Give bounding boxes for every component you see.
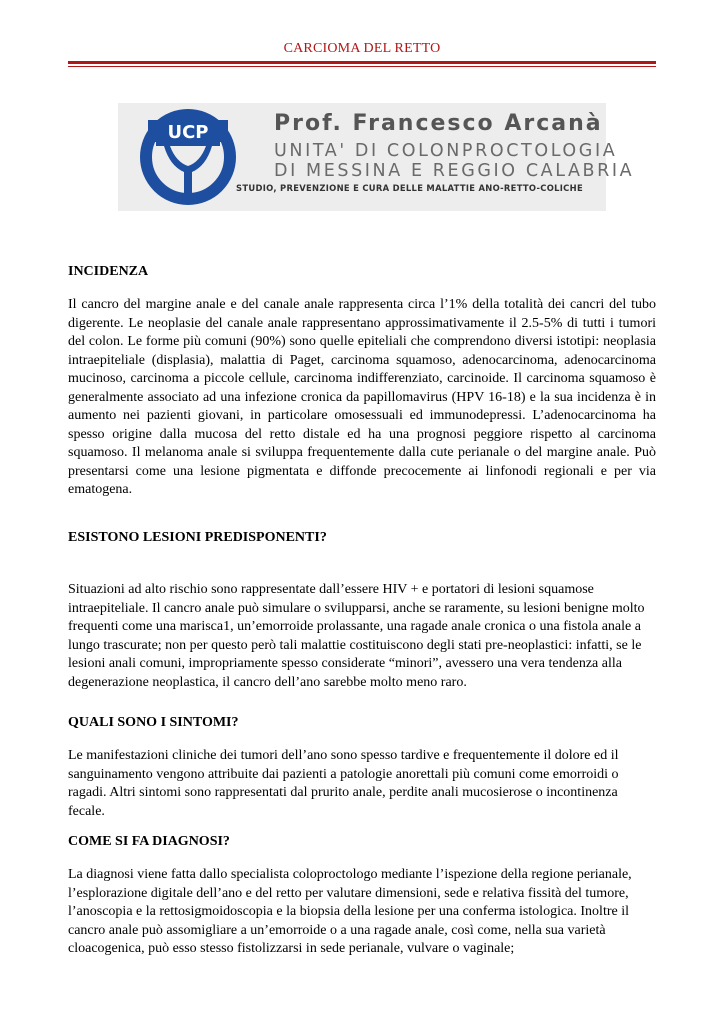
paragraph-lesioni: Situazioni ad alto rischio sono rappresentate dall’essere HIV + e portatori di lesioni squamose intraepiteliale. Il cancro anale può simulare o svilupparsi, anche se raramente, su lesioni benigne molto frequenti come una marisca1, un’emorroide prolassante, una ragade anale cronica o una fistola anale a lungo trascurate; non per questo però tali malattie costituiscono degli stati pre-neoplastici: infatti, se le lesioni anali comuni, impropriamente spesso considerate “minori”, avessero una vera tendenza alla degenerazione neoplastica, il cancro dell’ano sarebbe molto meno raro. [68, 582, 645, 690]
unit-line-1: UNITA' DI COLONPROCTOLOGIA [274, 141, 618, 161]
ucp-logo-icon [134, 106, 242, 208]
running-header: CARCIOMA DEL RETTO [283, 41, 441, 56]
heading-diagnosi: COME SI FA DIAGNOSI? [68, 834, 230, 849]
unit-name [274, 141, 634, 181]
heading-lesioni: ESISTONO LESIONI PREDISPONENTI? [68, 530, 327, 545]
paragraph-sintomi: Le manifestazioni cliniche dei tumori dell’ano sono spesso tardive e frequentemente il dolore ed il sanguinamento vengono attribuite dai pazienti a patologie anorettali più comuni come emorroidi o ragadi. Altri sintomi sono rappresentati dal prurito anale, perdite anali mucosierose o incontinenza fecale. [68, 748, 619, 819]
paragraph-incidenza: Il cancro del margine anale e del canale anale rappresenta circa l’1% della totalità dei cancri del tubo digerente. Le neoplasie del canale anale rappresentano approssimativamente il 2.5-5% di tutti i tumori del colon. Le forme più comuni (90%) sono quelle epiteliali che comprendono diversi istotipi: neoplasia intraepiteliale (displasia), malattia di Paget, carcinoma squamoso, adenocarcinoma, adenocarcinoma mucinoso, carcinoma a piccole cellule, carcinoma indifferenziato, carcinoide. Il carcinoma squamoso è generalmente associato ad una infezione cronica da papillomavirus (HPV 16-18) e la sua incidenza è in aumento nei pazienti giovani, in particolare omosessuali ed immunodepressi. L’adenocarcinoma ha spesso origine dalla mucosa del retto distale ed ha una prognosi peggiore rispetto al carcinoma squamoso. Il melanoma anale si sviluppa frequentemente dalla cute perianale o del margine anale. Può presentarsi come una lesione pigmentata e diffonde precocemente ai linfonodi regionali e per via ematogena. [68, 297, 656, 497]
unit-line-2: DI MESSINA E REGGIO CALABRIA [274, 161, 635, 181]
header-rule-thin [68, 66, 656, 67]
banner-tagline: STUDIO, PREVENZIONE E CURA DELLE MALATTIE ANO-RETTO-COLICHE [236, 183, 583, 193]
heading-incidenza: INCIDENZA [68, 264, 149, 279]
professor-name: Prof. Francesco Arcanà [274, 111, 603, 136]
paragraph-diagnosi: La diagnosi viene fatta dallo specialista coloproctologo mediante l’ispezione della regione perianale, l’esplorazione digitale dell’ano e del retto per valutare dimensioni, sede e relativa fissità del tumore, l’anoscopia e la rettosigmoidoscopia e la biopsia della lesione per una conferma istologica. Inoltre il cancro anale può assomigliare a un’emorroide o a una ragade anale, così come, nella sua varietà cloacogenica, può esso stesso fistolizzarsi in sede perianale, vulvare o vaginale; [68, 867, 632, 956]
header-rule [68, 61, 656, 64]
heading-sintomi: QUALI SONO I SINTOMI? [68, 715, 239, 730]
logo-text: UCP [167, 122, 209, 143]
ucp-banner [118, 103, 635, 211]
